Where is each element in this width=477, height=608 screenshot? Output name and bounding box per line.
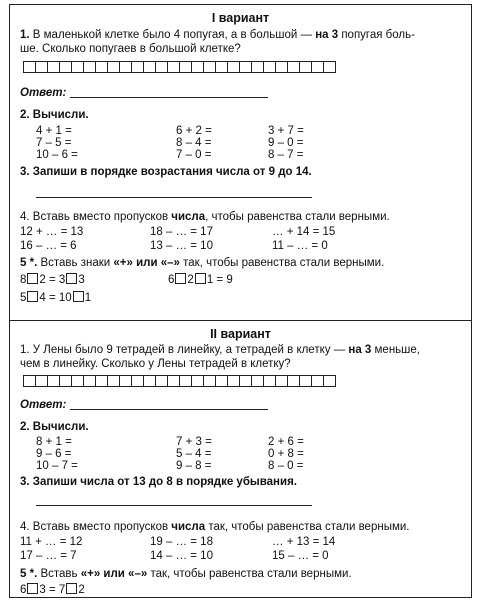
v1-gap-expr: 12 + … = 13 [20,226,84,238]
v1-expr: 3 + 7 = [268,125,304,137]
sign-box[interactable] [27,583,38,594]
v2-expr: 0 + 8 = [268,448,304,460]
v1-answer-grid[interactable] [23,61,335,73]
sign-box[interactable] [66,583,77,594]
v1-answer-line[interactable] [70,97,268,98]
v2-expr: 9 – 6 = [36,448,72,460]
v2-gap-expr: 19 – … = 18 [150,536,213,548]
v2-gap-expr: 15 – … = 0 [272,550,329,562]
v1-sign-row-2: 6 2 1 = 9 [168,274,233,286]
v2-sign-row-1: 6 3 = 7 2 [20,584,85,596]
v1-task3-line[interactable] [36,197,312,198]
v1-task2: 2. Вычисли. [20,109,89,121]
v1-expr: 7 – 5 = [36,137,72,149]
v2-task3-line[interactable] [36,505,312,506]
v1-gap-expr: 13 – … = 10 [150,240,213,252]
v1-expr: 7 – 0 = [176,149,212,161]
variant-2-title: II вариант [210,327,271,341]
v2-expr: 8 + 1 = [36,436,72,448]
variant-1-title: I вариант [211,11,270,25]
v1-task4: 4. Вставь вместо пропусков числа, чтобы равенства стали верными. [20,211,390,223]
v2-task1-line1: 1. У Лены было 9 тетрадей в линейку, а тетрадей в клетку — на 3 меньше, [20,344,420,356]
v1-expr: 8 – 7 = [268,149,304,161]
sign-box[interactable] [175,273,186,284]
v2-answer-line[interactable] [70,409,268,410]
sign-box[interactable] [66,273,77,284]
v1-gap-expr: 16 – … = 6 [20,240,77,252]
sign-box[interactable] [27,273,38,284]
v1-expr: 6 + 2 = [176,125,212,137]
v2-expr: 9 – 8 = [176,460,212,472]
v2-expr: 5 – 4 = [176,448,212,460]
sign-box[interactable] [195,273,206,284]
v1-sign-row-1: 8 2 = 3 3 [20,274,85,286]
v2-task2: 2. Вычисли. [20,421,89,433]
v2-task4: 4. Вставь вместо пропусков числа так, чтобы равенства стали верными. [20,521,410,533]
grid-cell[interactable] [323,375,336,387]
v1-sign-row-3: 5 4 = 10 1 [20,292,92,304]
variant-divider [10,320,471,321]
v1-expr: 9 – 0 = [268,137,304,149]
v2-gap-expr: 14 – … = 10 [150,550,213,562]
v2-gap-expr: 17 – … = 7 [20,550,77,562]
sign-box[interactable] [73,291,84,302]
v1-task3: 3. Запиши в порядке возрастания числа от 9 до 14. [20,166,312,178]
v2-expr: 10 – 7 = [36,460,78,472]
v2-task1-line2: чем в линейку. Сколько у Лены тетрадей в клетку? [20,358,291,370]
v2-answer-label: Ответ: [20,399,67,411]
worksheet [9,4,472,598]
v2-task5: 5 *. Вставь «+» или «–» так, чтобы равенства стали верными. [20,568,352,580]
v1-gap-expr: 11 – … = 0 [272,240,328,252]
v2-answer-grid[interactable] [23,375,335,387]
v1-task1-line1: 1. В маленькой клетке было 4 попугая, а в большой — на 3 попугая боль- [20,29,415,41]
grid-cell[interactable] [323,61,336,73]
v1-answer-label: Ответ: [20,87,67,99]
v2-task3: 3. Запиши числа от 13 до 8 в порядке убывания. [20,476,297,488]
v2-expr: 8 – 0 = [268,460,304,472]
v1-task5: 5 *. Вставь знаки «+» или «–» так, чтобы равенства стали верными. [20,257,385,269]
v1-task1-line2: ше. Сколько попугаев в большой клетке? [20,43,241,55]
v1-expr: 8 – 4 = [176,137,212,149]
v2-expr: 7 + 3 = [176,436,212,448]
v2-gap-expr: … + 13 = 14 [272,536,336,548]
v1-gap-expr: … + 14 = 15 [272,226,336,238]
v1-expr: 4 + 1 = [36,125,72,137]
v1-gap-expr: 18 – … = 17 [150,226,213,238]
v2-expr: 2 + 6 = [268,436,304,448]
sign-box[interactable] [27,291,38,302]
v2-gap-expr: 11 + … = 12 [20,536,83,548]
v1-expr: 10 – 6 = [36,149,78,161]
